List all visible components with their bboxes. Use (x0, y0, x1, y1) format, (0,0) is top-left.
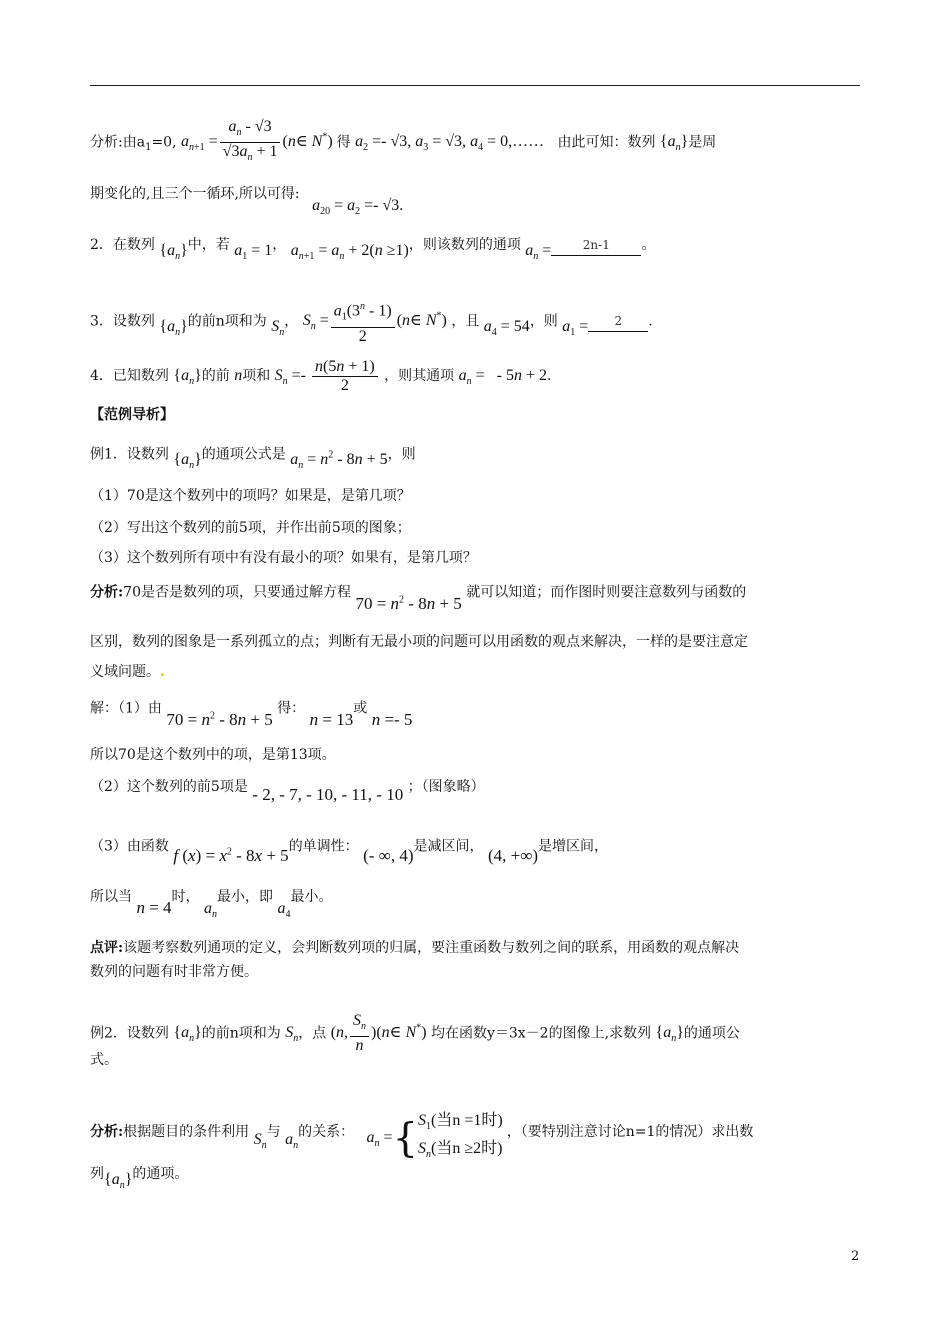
example-1-analysis-2: 区别，数列的图象是一系列孤立的点；判断有无最小项的问题可以用函数的观点来解决，一样的是要注意定 (90, 634, 748, 650)
header-rule (90, 85, 860, 86)
example-2-analysis: 分析:根据题目的条件利用 $S_n$与 $a_n$的关系： $a_n$ ={ $S_1$(当n =1时) $S_n$(当n ≥2时) ，（要特别注意讨论n=1的情况）求出数 (90, 1112, 754, 1162)
example-1-analysis-3: 义域问题。. (90, 664, 165, 680)
example-1-q3: （3）这个数列所有项中有没有最小的项？如果有，是第几项？ (90, 550, 477, 566)
example-1-solution-2: （2）这个数列的前5项是 - 2, - 7, - 10, - 11, - 10 ；（图象略） (90, 779, 485, 804)
example-1-q2: （2）写出这个数列的前5项，并作出前5项的图象； (90, 520, 411, 536)
piecewise-formula: $a_n$ ={ $S_1$(当n =1时) $S_n$(当n ≥2时) (366, 1112, 503, 1162)
example-2-intro-2: 式。 (90, 1052, 118, 1068)
question-3: 3．设数列 $\{a_n\}$的前n项和为 $S_n$， $S_n$ = $\frac{a_1(3^n - 1)}{2}$ (n∈ N*) ，且 $a_4 = 54$，则 $a_1 = 2$ . (90, 298, 653, 346)
example-1-solution-3: （3）由函数 f $(x) = x^2 - 8x + 5$的单调性： (- ∞, 4)是减区间， (4, +∞)是增区间， (90, 838, 608, 865)
recurrence-formula: $a_{n+1}$ = $\frac{a_n - √3}{√3a_n + 1}$ (n∈ N*) (181, 118, 337, 164)
example-1-analysis: 分析:70是否是数列的项，只要通过解方程 $70 = n^2 - 8n + 5$ 就可以知道；而作图时则要注意数列与函数的 (90, 584, 747, 613)
question-2: 2．在数列 $\{a_n\}$中，若 $a_1 = 1$， $a_{n+1} = a_n + 2(n \ge 1)$，则该数列的通项 $a_n = 2n-1$ 。 (90, 237, 656, 263)
page-number: 2 (851, 1249, 860, 1264)
example-1-solution-3b: 所以当 n = 4时， $a_n$最小，即 $a_4$最小。 (90, 889, 333, 921)
example-2-intro: 例2．设数列 $\{a_n\}$的前n项和为 $S_n$，点 (n, $\frac{S_n}{n}$ )(n∈ N*) 均在函数y＝3x－2的图像上,求数列 $\{a_n\}$的通项公 (90, 1012, 740, 1055)
question-4: 4．已知数列 $\{a_n\}$的前 n项和 $S_n$ =- $\frac{n(5n + 1)}{2}$ ，则其通项 $a_n$ = - 5n + 2. (90, 358, 552, 394)
example-1-comment: 点评:该题考察数列通项的定义，会判断数列项的归属，要注重函数与数列之间的联系，用函数的观点解决 (90, 940, 740, 956)
section-title: 【范例导析】 (90, 407, 174, 423)
a20-result: $a_{20} = a_2 =- √3$. (312, 197, 404, 218)
q3-answer-blank: 2 (588, 311, 648, 332)
computed-terms: $a_2 =- √3$, $a_3 = √3$, $a_4$ = 0,…… (355, 133, 545, 154)
analysis1-line2: 期变化的,且三个一循环,所以可得: $a_{20} = a_2 =- √3$. (90, 186, 404, 218)
example-1-solution-1: 解：（1）由 $70 = n^2 - 8n + 5$ 得： n = 13或 n =- 5 (90, 700, 413, 729)
analysis1-line1: 分析:由$a_1=0$, $a_{n+1}$ = $\frac{a_n - √3}{√3a_n + 1}$ (n∈ N*) 得 $a_2 =- √3$, $a_3 = √3$, $a_4$ = 0,…… 由此可知：数列 $\{a_n\}$是周 (90, 118, 717, 164)
example-2-analysis-2: 列$\{a_n\}$的通项。 (90, 1166, 189, 1192)
example-1-q1: （1）70是这个数列中的项吗？如果是，是第几项？ (90, 488, 411, 504)
example-1-intro: 例1．设数列 $\{a_n\}$的通项公式是 $a_n = n^2 - 8n + 5$，则 (90, 446, 416, 472)
example-1-comment-2: 数列的问题有时非常方便。 (90, 964, 258, 980)
example-1-solution-1b: 所以70是这个数列中的项，是第13项。 (90, 747, 336, 763)
sn-formula: $S_n$ = $\frac{a_1(3^n - 1)}{2}$ (n∈ N*) (303, 312, 447, 329)
q2-answer-blank: 2n-1 (551, 235, 641, 256)
